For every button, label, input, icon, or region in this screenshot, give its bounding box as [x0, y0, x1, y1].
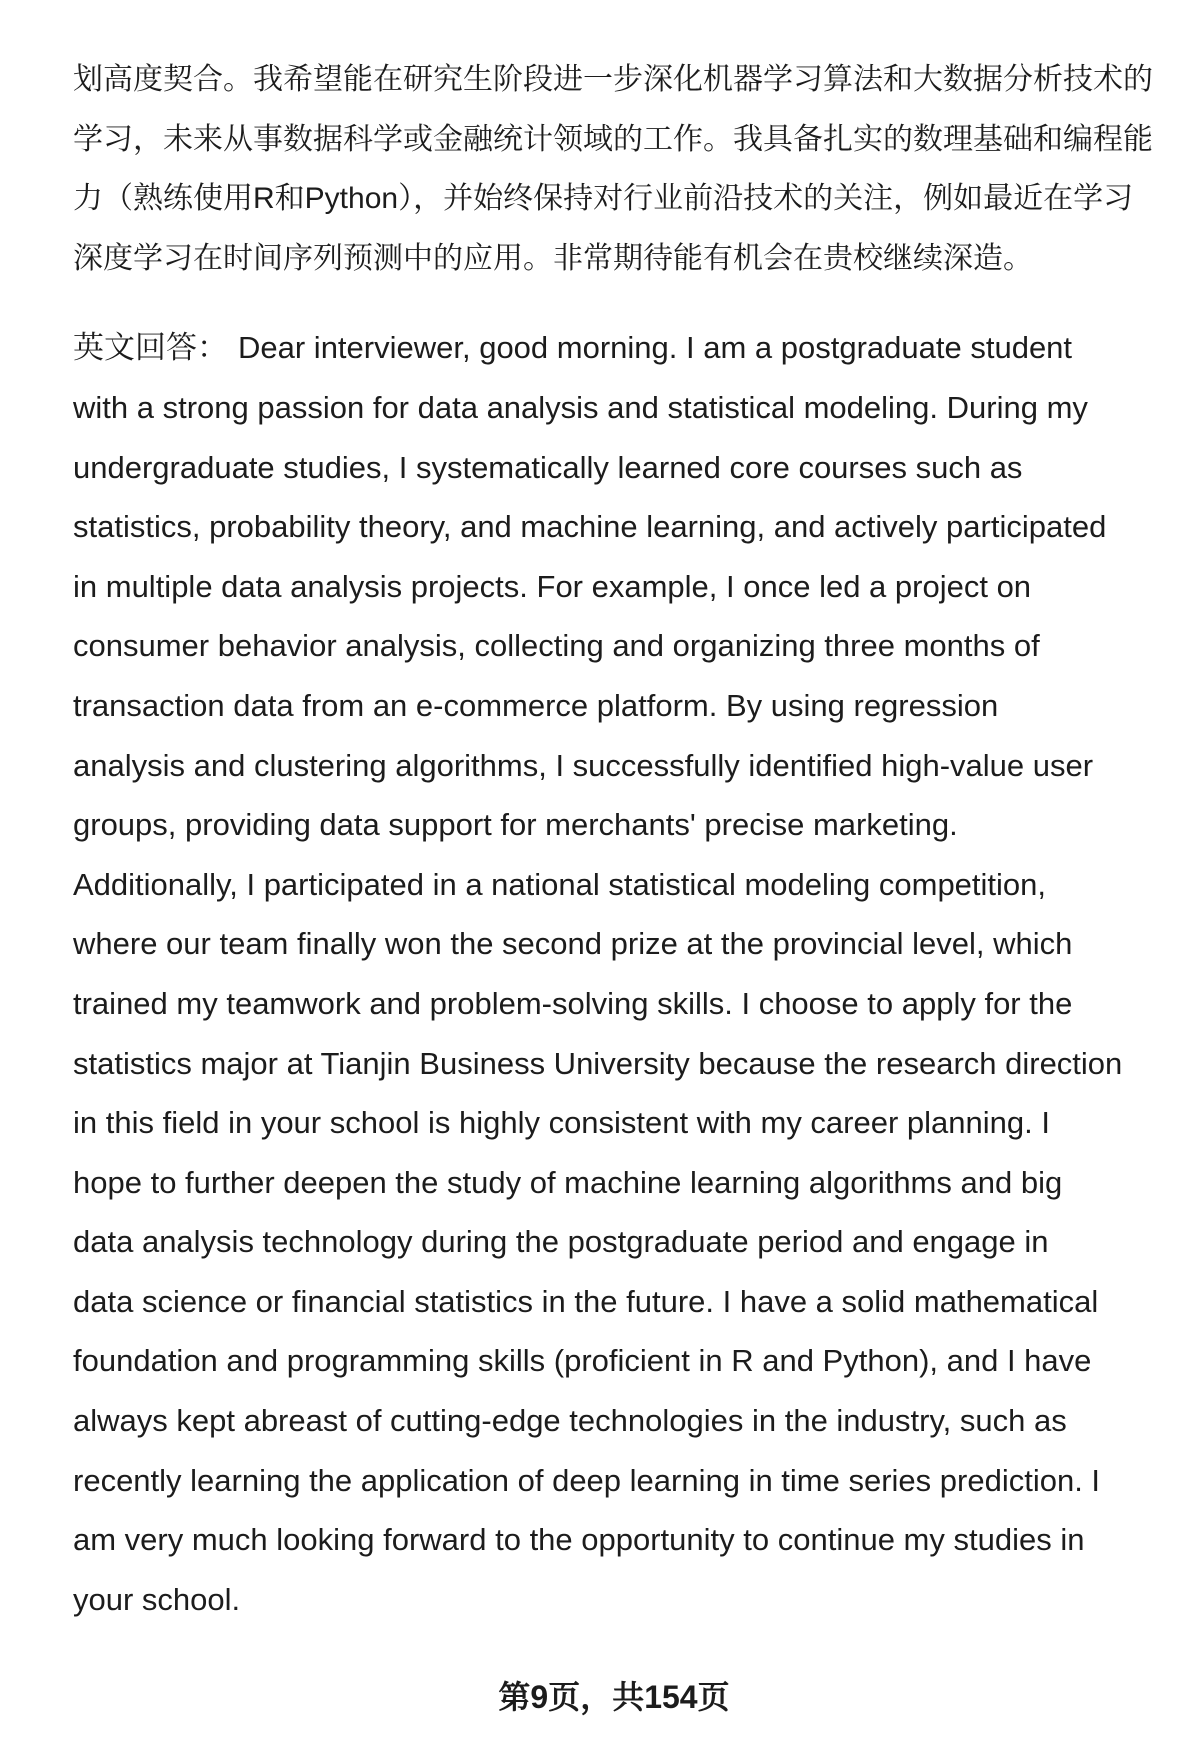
text-line: recently learning the application of deep learning in time series prediction. I [73, 1462, 1101, 1498]
page-number-footer: 第9页，共154页 [498, 1679, 730, 1715]
text-line: am very much looking forward to the opportunity to continue my studies in [73, 1522, 1085, 1558]
text-line: trained my teamwork and problem-solving skills. I choose to apply for the [73, 985, 1073, 1021]
english-answer-paragraph [73, 318, 1173, 1629]
text-line: analysis and clustering algorithms, I successfully identified high-value user [73, 747, 1094, 783]
text-line: consumer behavior analysis, collecting and organizing three months of [73, 628, 1040, 664]
text-line: 深度学习在时间序列预测中的应用。非常期待能有机会在贵校继续深造。 [73, 241, 1033, 275]
text-line-content: Dear interviewer, good morning. I am a postgraduate student [238, 330, 1073, 366]
text-line: your school. [73, 1581, 241, 1617]
text-line: 力（熟练使用R和Python），并始终保持对行业前沿技术的关注，例如最近在学习 [73, 182, 1134, 216]
text-line: in multiple data analysis projects. For example, I once led a project on [73, 568, 1032, 604]
chinese-answer-paragraph [73, 50, 1173, 288]
text-line: transaction data from an e-commerce platform. By using regression [73, 687, 999, 723]
text-line: always kept abreast of cutting-edge technologies in the industry, such as [73, 1403, 1067, 1439]
text-line: groups, providing data support for merchants' precise marketing. [73, 807, 958, 843]
text-line: with a strong passion for data analysis and statistical modeling. During my [73, 389, 1088, 425]
text-line: Additionally, I participated in a national statistical modeling competition, [73, 866, 1047, 902]
text-line: data analysis technology during the postgraduate period and engage in [73, 1224, 1049, 1260]
english-answer-label: 英文回答： [73, 330, 228, 366]
text-line: statistics major at Tianjin Business University because the research direction [73, 1045, 1123, 1081]
text-line: foundation and programming skills (proficient in R and Python), and I have [73, 1343, 1092, 1379]
text-line: 学习，未来从事数据科学或金融统计领域的工作。我具备扎实的数理基础和编程能 [73, 122, 1153, 156]
text-line: 划高度契合。我希望能在研究生阶段进一步深化机器学习算法和大数据分析技术的 [73, 63, 1153, 96]
text-line [73, 318, 1173, 378]
text-line: in this field in your school is highly consistent with my career planning. I [73, 1105, 1050, 1141]
text-line: statistics, probability theory, and machine learning, and actively participated [73, 509, 1107, 545]
text-line: hope to further deepen the study of machine learning algorithms and big [73, 1164, 1063, 1200]
text-line: where our team finally won the second prize at the provincial level, which [73, 926, 1073, 962]
text-line: undergraduate studies, I systematically learned core courses such as [73, 449, 1023, 485]
page-content [73, 50, 1173, 1629]
text-line: data science or financial statistics in the future. I have a solid mathematical [73, 1283, 1099, 1319]
